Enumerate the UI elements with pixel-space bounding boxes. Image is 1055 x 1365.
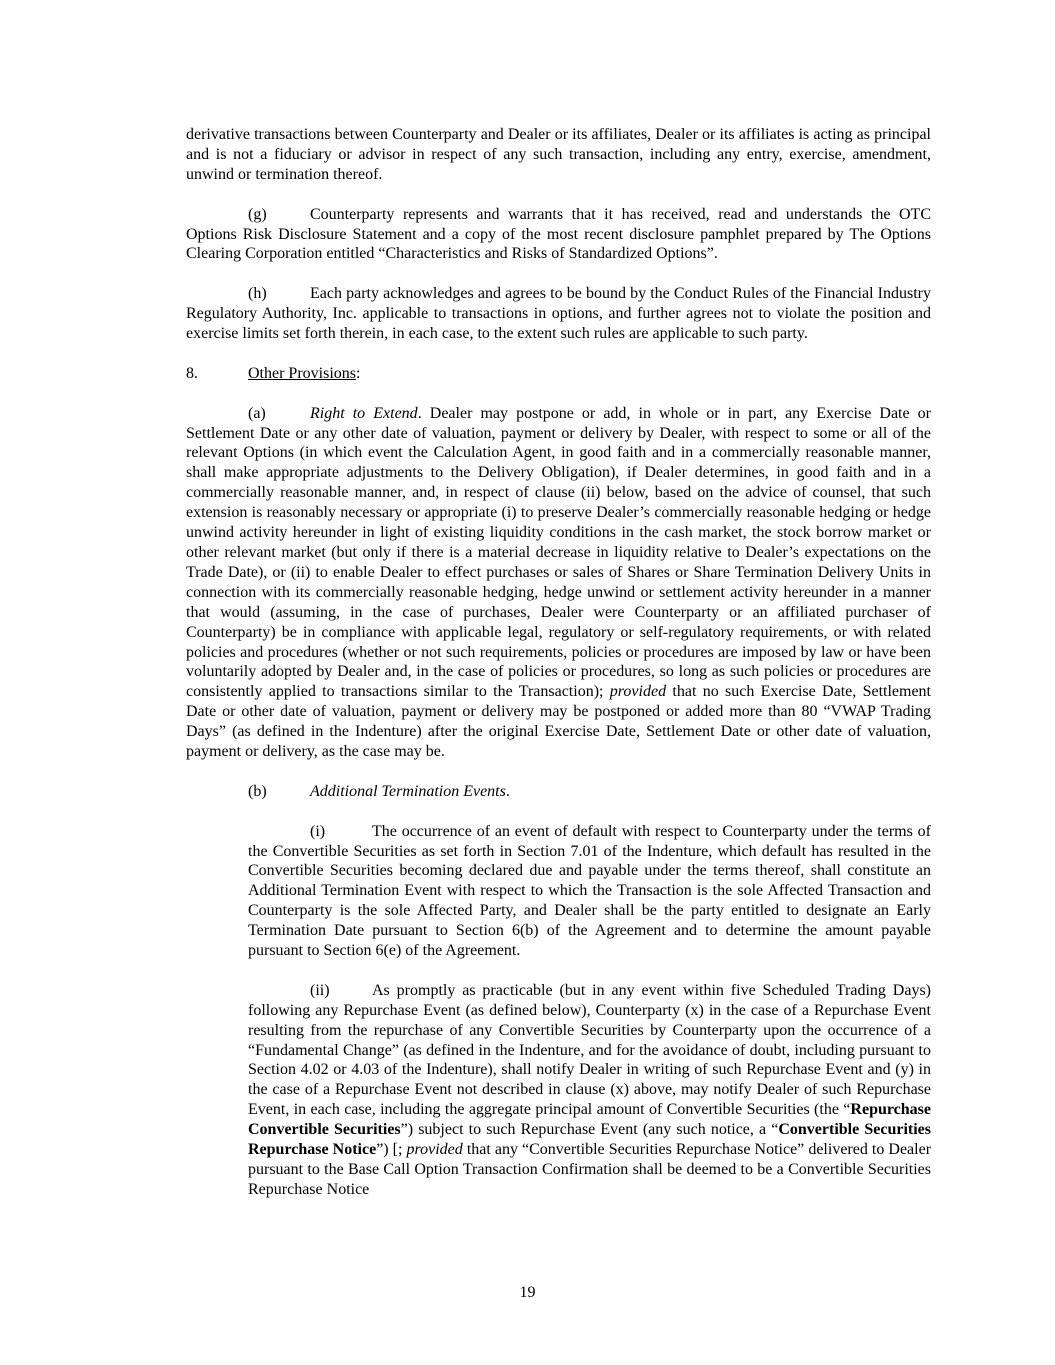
- clause-label: (b): [248, 782, 267, 800]
- paragraph-b-ii: (ii) As promptly as practicable (but in any event within five Scheduled Trading Days) following any Repurchase Event (as defined below), Counterparty (x) in the case of a Repurchase Event resulting from the repurchase of any Convertible Securities by Counterparty upon the occurrence of a “Fundamental Change” (as defined in the Indenture, and for the avoidance of doubt, including pursuant to Section 4.02 or 4.03 of the Indenture), shall notify Dealer in writing of such Repurchase Event and (y) in the case of a Repurchase Event not described in clause (x) above, may notify Dealer of such Repurchase Event, in each case, including the aggregate principal amount of Convertible Securities (the “Repurchase Convertible Securities”) subject to such Repurchase Event (any such notice, a “Convertible Securities Repurchase Notice”) [; provided that any “Convertible Securities Repurchase Notice” delivered to Dealer pursuant to the Base Call Option Transaction Confirmation shall be deemed to be a Convertible Securities Repurchase Notice: [248, 981, 932, 1198]
- clause-title: Additional Termination Events: [310, 782, 506, 800]
- paragraph-h: (h) Each party acknowledges and agrees to be bound by the Conduct Rules of the Financial Industry Regulatory Authority, Inc. applicable to transactions in options, and further agrees not to violate the position and exercise limits set forth therein, in each case, to the extent such rules are applicable to such party.: [186, 285, 931, 343]
- clause-title: Right to Extend: [310, 404, 418, 422]
- defined-term: Repurchase Convertible Securities: [248, 1101, 931, 1139]
- clause-label: (ii): [310, 981, 330, 999]
- paragraph-g: (g) Counterparty represents and warrants that it has received, read and understands the OTC Options Risk Disclosure Statement and a copy of the most recent disclosure pamphlet prepared by The Options Clearing Corporation entitled “Characteristics and Risks of Standardized Options”.: [186, 205, 931, 263]
- clause-label: (a): [248, 404, 266, 422]
- clause-label: (i): [310, 822, 326, 840]
- clause-label: (g): [248, 205, 267, 223]
- section-8-heading: 8. Other Provisions:: [186, 364, 361, 382]
- section-title: Other Provisions: [248, 364, 356, 382]
- paragraph-continuation: derivative transactions between Counterparty and Dealer or its affiliates, Dealer or its affiliates is acting as principal and is not a fiduciary or advisor in respect of any such transaction, including any entry, exercise, amendment, unwind or termination thereof.: [186, 126, 931, 183]
- paragraph-b: (b) Additional Termination Events.: [248, 782, 510, 800]
- page-number: 19: [519, 1284, 536, 1301]
- paragraph-a: (a) Right to Extend. Dealer may postpone or add, in whole or in part, any Exercise Date or Settlement Date or any other date of valuation, payment or delivery by Dealer, with respect to some or all of the relevant Options (in which event the Calculation Agent, in good faith and in a commercially reasonable manner, shall make appropriate adjustments to the Delivery Obligation), if Dealer determines, in good faith and in a commercially reasonable manner, and, in respect of clause (ii) below, based on the advice of counsel, that such extension is reasonably necessary or appropriate (i) to preserve Dealer’s commercially reasonable hedging or hedge unwind activity hereunder in light of existing liquidity conditions in the cash market, the stock borrow market or other relevant market (but only if there is a material decrease in liquidity relative to Dealer’s expectations on the Trade Date), or (ii) to enable Dealer to effect purchases or sales of Shares or Share Termination Delivery Units in connection with its commercially reasonable hedging, hedge unwind or settlement activity hereunder in a manner that would (assuming, in the case of purchases, Dealer were Counterparty or an affiliated purchaser of Counterparty) be in compliance with applicable legal, regulatory or self-regulatory requirements, or with related policies and procedures (whether or not such requirements, policies or procedures are imposed by law or have been voluntarily adopted by Dealer and, in the case of policies or procedures, so long as such policies or procedures are consistently applied to transactions similar to the Transaction); provided that no such Exercise Date, Settlement Date or other date of valuation, payment or delivery may be postponed or added more than 80 “VWAP Trading Days” (as defined in the Indenture) after the original Exercise Date, Settlement Date or other date of valuation, payment or delivery, as the case may be.: [186, 404, 932, 761]
- paragraph-b-i: (i) The occurrence of an event of default with respect to Counterparty under the terms of the Convertible Securities as set forth in Section 7.01 of the Indenture, which default has resulted in the Convertible Securities becoming declared due and payable under the terms thereof, shall constitute an Additional Termination Event with respect to which the Transaction is the sole Affected Transaction and Counterparty is the sole Affected Party, and Dealer shall be the party entitled to designate an Early Termination Date pursuant to Section 6(b) of the Agreement and to determine the amount payable pursuant to Section 6(e) of the Agreement.: [248, 822, 931, 960]
- document-page: [186, 125, 931, 1220]
- defined-term: Convertible Securities Repurchase Notice: [248, 1121, 931, 1159]
- clause-label: (h): [248, 285, 267, 303]
